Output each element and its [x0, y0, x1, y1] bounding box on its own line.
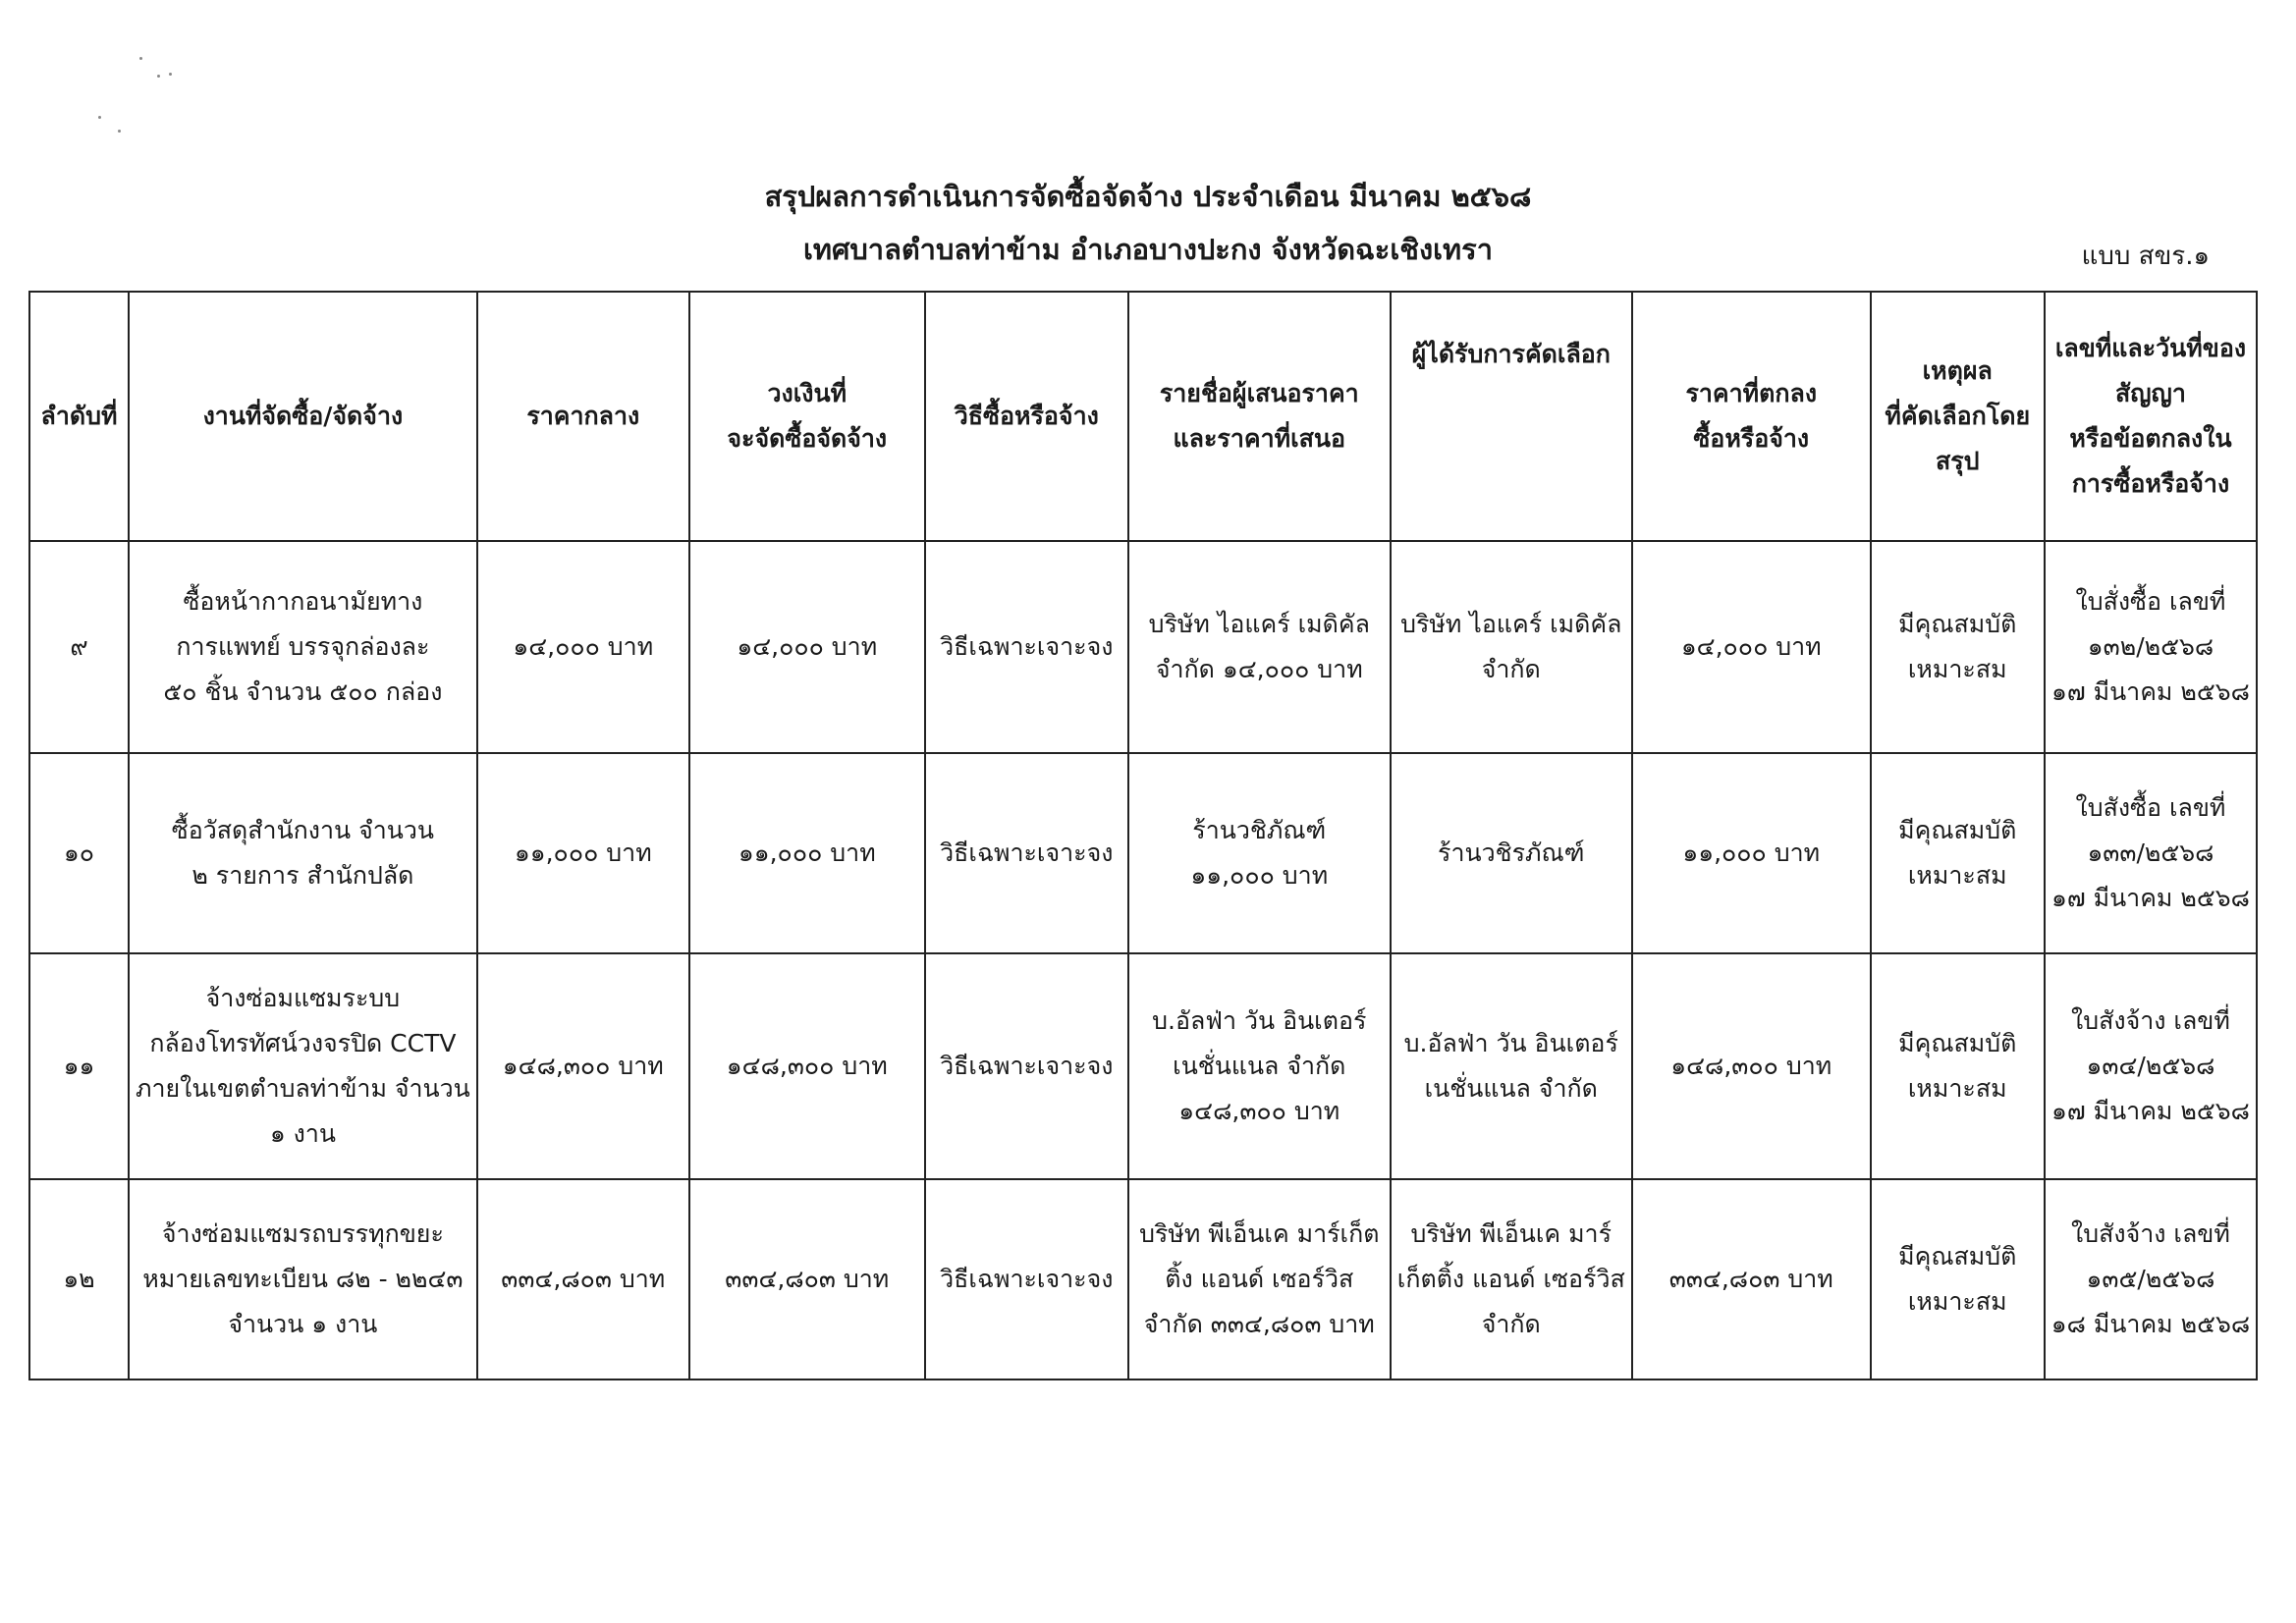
scan-speck [157, 75, 160, 78]
cell-selected-vendor: บริษัท พีเอ็นเค มาร์ เก็ตติ้ง แอนด์ เซอร์วิส จำกัด [1391, 1179, 1632, 1380]
header-contract-reference: เลขที่และวันที่ของ สัญญา หรือข้อตกลงใน การซื้อหรือจ้าง [2045, 292, 2257, 541]
cell-method: วิธีเฉพาะเจาะจง [925, 541, 1128, 753]
cell-budget: ๑๔๘,๓๐๐ บาท [689, 953, 925, 1179]
table-row [29, 753, 2257, 953]
scan-speck [98, 116, 101, 119]
cell-budget: ๑๔,๐๐๐ บาท [689, 541, 925, 753]
cell-reference-price: ๑๑,๐๐๐ บาท [477, 753, 689, 953]
scan-speck [118, 130, 121, 133]
cell-order: ๑๒ [29, 1179, 129, 1380]
cell-procurement-item: จ้างซ่อมแซมระบบ กล้องโทรทัศน์วงจรปิด CCTV ภายในเขตตำบลท่าข้าม จำนวน ๑ งาน [129, 953, 477, 1179]
header-procurement-item: งานที่จัดซื้อ/จัดจ้าง [129, 292, 477, 541]
cell-selected-vendor: บ.อัลฟ่า วัน อินเตอร์ เนชั่นแนล จำกัด [1391, 953, 1632, 1179]
cell-selection-reason: มีคุณสมบัติ เหมาะสม [1871, 953, 2045, 1179]
cell-order: ๑๐ [29, 753, 129, 953]
cell-contract-reference: ใบสังจ้าง เลขที่ ๑๓๔/๒๕๖๘ ๑๗ มีนาคม ๒๕๖๘ [2045, 953, 2257, 1179]
header-order: ลำดับที่ [29, 292, 129, 541]
cell-contract-reference: ใบสังจ้าง เลขที่ ๑๓๕/๒๕๖๘ ๑๘ มีนาคม ๒๕๖๘ [2045, 1179, 2257, 1380]
cell-contract-reference: ใบสังซื้อ เลขที่ ๑๓๓/๒๕๖๘ ๑๗ มีนาคม ๒๕๖๘ [2045, 753, 2257, 953]
cell-bidders: ร้านวชิภัณฑ์ ๑๑,๐๐๐ บาท [1128, 753, 1391, 953]
cell-reference-price: ๑๔๘,๓๐๐ บาท [477, 953, 689, 1179]
cell-reference-price: ๑๔,๐๐๐ บาท [477, 541, 689, 753]
table-row [29, 1179, 2257, 1380]
header-bidders: รายชื่อผู้เสนอราคา และราคาที่เสนอ [1128, 292, 1391, 541]
cell-agreed-price: ๑๔,๐๐๐ บาท [1632, 541, 1871, 753]
cell-budget: ๑๑,๐๐๐ บาท [689, 753, 925, 953]
cell-agreed-price: ๑๔๘,๓๐๐ บาท [1632, 953, 1871, 1179]
cell-bidders: บริษัท ไอแคร์ เมดิคัล จำกัด ๑๔,๐๐๐ บาท [1128, 541, 1391, 753]
header-selection-reason: เหตุผล ที่คัดเลือกโดย สรุป [1871, 292, 2045, 541]
table-row [29, 953, 2257, 1179]
cell-reference-price: ๓๓๔,๘๐๓ บาท [477, 1179, 689, 1380]
cell-procurement-item: ซื้อวัสดุสำนักงาน จำนวน ๒ รายการ สำนักปลัด [129, 753, 477, 953]
cell-bidders: บ.อัลฟ่า วัน อินเตอร์ เนชั่นแนล จำกัด ๑๔๘,๓๐๐ บาท [1128, 953, 1391, 1179]
scan-speck [139, 57, 142, 60]
table-row [29, 541, 2257, 753]
cell-procurement-item: ซื้อหน้ากากอนามัยทาง การแพทย์ บรรจุกล่องละ ๕๐ ชิ้น จำนวน ๕๐๐ กล่อง [129, 541, 477, 753]
procurement-table [28, 291, 2258, 1380]
cell-contract-reference: ใบสั่งซื้อ เลขที่ ๑๓๒/๒๕๖๘ ๑๗ มีนาคม ๒๕๖๘ [2045, 541, 2257, 753]
document-title: สรุปผลการดำเนินการจัดซื้อจัดจ้าง ประจำเดือน มีนาคม ๒๕๖๘ [764, 180, 1532, 213]
header-selected-vendor: ผู้ได้รับการคัดเลือก [1391, 292, 1632, 541]
cell-selection-reason: มีคุณสมบัติ เหมาะสม [1871, 1179, 2045, 1380]
cell-selection-reason: มีคุณสมบัติ เหมาะสม [1871, 753, 2045, 953]
form-code: แบบ สขร.๑ [2081, 242, 2210, 271]
cell-agreed-price: ๓๓๔,๘๐๓ บาท [1632, 1179, 1871, 1380]
cell-order: ๑๑ [29, 953, 129, 1179]
scan-speck [169, 73, 172, 76]
cell-selection-reason: มีคุณสมบัติ เหมาะสม [1871, 541, 2045, 753]
document-subtitle: เทศบาลตำบลท่าข้าม อำเภอบางปะกง จังหวัดฉะเชิงเทรา [802, 233, 1494, 266]
cell-order: ๙ [29, 541, 129, 753]
cell-method: วิธีเฉพาะเจาะจง [925, 1179, 1128, 1380]
cell-budget: ๓๓๔,๘๐๓ บาท [689, 1179, 925, 1380]
header-method: วิธีซื้อหรือจ้าง [925, 292, 1128, 541]
cell-method: วิธีเฉพาะเจาะจง [925, 753, 1128, 953]
cell-selected-vendor: บริษัท ไอแคร์ เมดิคัล จำกัด [1391, 541, 1632, 753]
cell-method: วิธีเฉพาะเจาะจง [925, 953, 1128, 1179]
header-agreed-price: ราคาที่ตกลง ซื้อหรือจ้าง [1632, 292, 1871, 541]
cell-selected-vendor: ร้านวชิรภัณฑ์ [1391, 753, 1632, 953]
cell-procurement-item: จ้างซ่อมแซมรถบรรทุกขยะ หมายเลขทะเบียน ๘๒ - ๒๒๔๓ จำนวน ๑ งาน [129, 1179, 477, 1380]
cell-bidders: บริษัท พีเอ็นเค มาร์เก็ต ติ้ง แอนด์ เซอร์วิส จำกัด ๓๓๔,๘๐๓ บาท [1128, 1179, 1391, 1380]
cell-agreed-price: ๑๑,๐๐๐ บาท [1632, 753, 1871, 953]
header-reference-price: ราคากลาง [477, 292, 689, 541]
header-budget: วงเงินที่ จะจัดซื้อจัดจ้าง [689, 292, 925, 541]
table-header-row [29, 292, 2257, 541]
